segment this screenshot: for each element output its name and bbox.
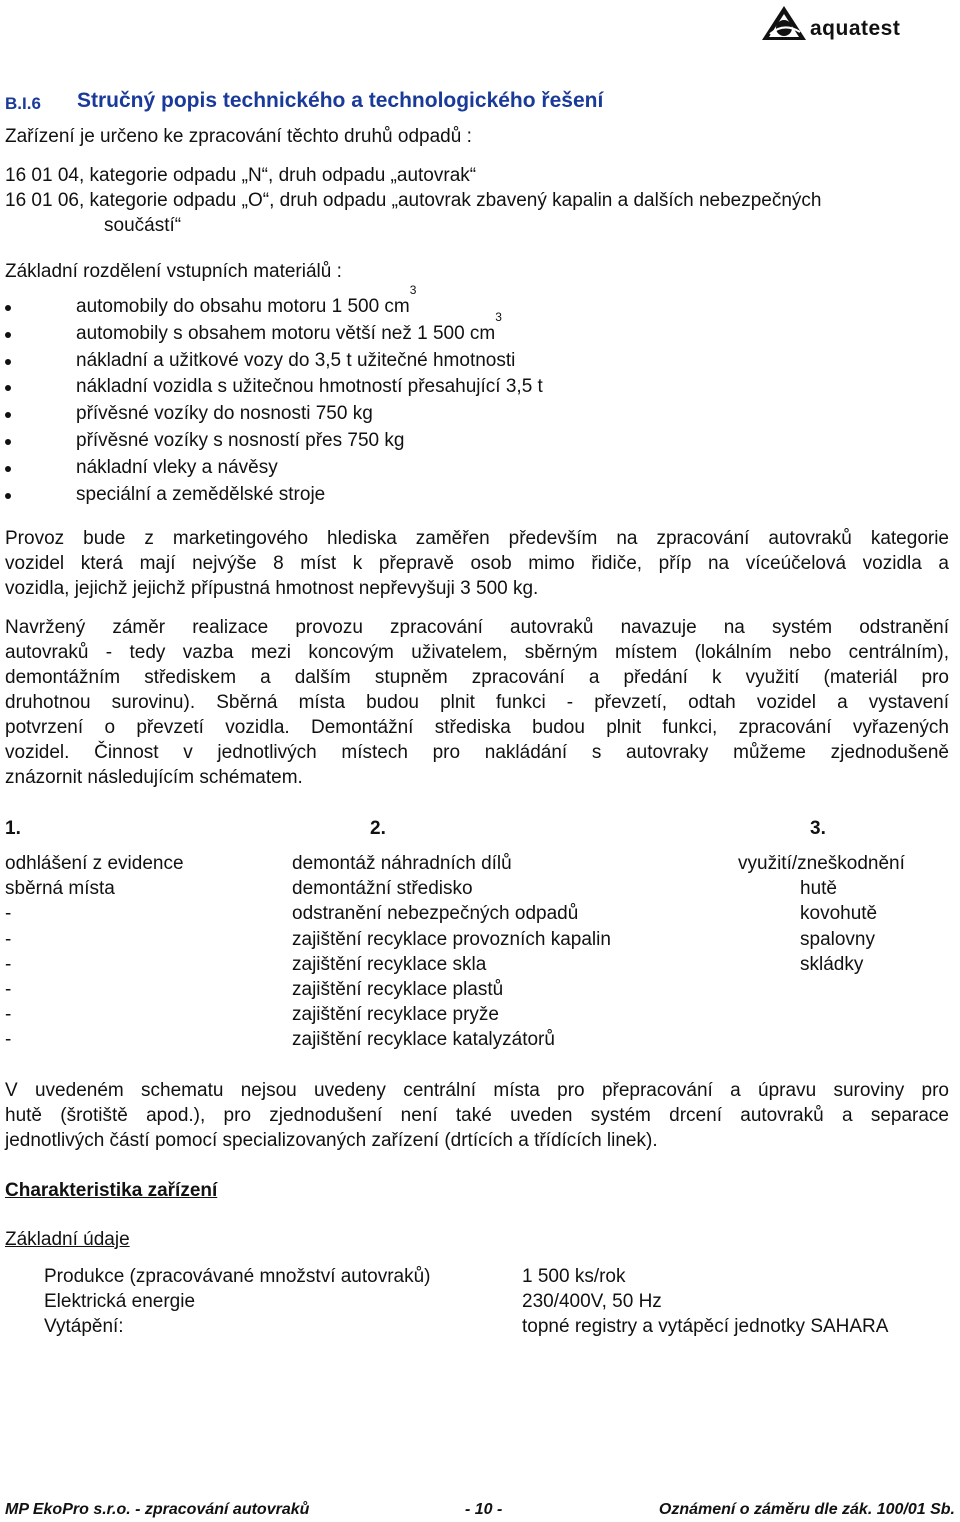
logo-text: aquatest <box>810 17 901 40</box>
list-item: odstranění nebezpečných odpadů <box>292 903 579 925</box>
waste-line-3: součástí“ <box>104 215 182 236</box>
section-code: B.I.6 <box>5 94 41 113</box>
basic-value-heating: topné registry a vytápěcí jednotky SAHARA <box>522 1316 889 1337</box>
basic-value-energy: 230/400V, 50 Hz <box>522 1291 662 1312</box>
list-item: přívěsné vozíky s nosností přes 750 kg <box>0 428 543 455</box>
waste-line-2: 16 01 06, kategorie odpadu „O“, druh odpadu „autovrak zbavený kapalin a dalších nebezpečných <box>5 190 822 211</box>
footer-company: MP EkoPro s.r.o. - zpracování autovraků <box>5 1501 310 1518</box>
list-item: - <box>5 953 12 975</box>
materials-list <box>0 283 543 508</box>
basic-label-production: Produkce (zpracovávané množství autovraků) <box>44 1266 431 1287</box>
list-item: sběrná místa <box>5 878 115 900</box>
list-item: zajištění recyklace provozních kapalin <box>292 928 611 950</box>
list-item: - <box>5 1004 12 1026</box>
bullet-icon <box>5 412 11 418</box>
bullet-icon <box>5 385 11 391</box>
list-item: kovohutě <box>800 903 878 925</box>
basic-value-production: 1 500 ks/rok <box>522 1266 626 1287</box>
list-item: zajištění recyklace skla <box>292 953 487 975</box>
bullet-icon <box>5 439 11 445</box>
schema-col1 <box>5 851 184 1053</box>
bullet-icon <box>5 359 11 365</box>
footer-page-number: - 10 - <box>465 1501 503 1518</box>
list-item: - <box>5 1029 12 1051</box>
list-item: demontáž náhradních dílů <box>292 853 512 874</box>
list-item: zajištění recyklace katalyzátorů <box>292 1029 555 1051</box>
schema-col3 <box>800 876 877 977</box>
list-item: nákladní a užitkové vozy do 3,5 t užitečné hmotnosti <box>0 348 543 375</box>
basic-data-heading: Základní údaje <box>5 1229 130 1250</box>
basic-label-heating: Vytápění: <box>44 1316 124 1337</box>
schema-col1-number: 1. <box>5 818 21 839</box>
paragraph-schema-note: V uvedeném schematu nejsou uvedeny centrální místa pro přepracování a úpravu suroviny pro hutě (šrotiště apod.), pro zjednodušení není také uveden systém drcení autovraků a separace jednotlivých částí pomocí specializovaných zařízení (drtících a třídících linek). <box>5 1080 949 1151</box>
list-item: přívěsné vozíky do nosnosti 750 kg <box>0 401 543 428</box>
bullet-icon <box>5 305 11 311</box>
bullet-icon <box>5 332 11 338</box>
bullet-icon <box>5 466 11 472</box>
list-item: - <box>5 928 12 950</box>
bullet-icon <box>5 493 11 499</box>
list-item: - <box>5 978 12 1000</box>
intro-text: Zařízení je určeno ke zpracování těchto druhů odpadů : <box>5 126 472 147</box>
basic-label-energy: Elektrická energie <box>44 1291 196 1312</box>
list-item: - <box>5 903 12 925</box>
waste-line-1: 16 01 04, kategorie odpadu „N“, druh odpadu „autovrak“ <box>5 165 477 186</box>
schema-col3-heading: využití/zneškodnění <box>738 853 905 874</box>
list-item: automobily s obsahem motoru větší než 1 500 $cm^3$ <box>0 321 543 348</box>
schema-col3-number: 3. <box>810 818 826 839</box>
materials-title: Základní rozdělení vstupních materiálů : <box>5 261 342 282</box>
list-item: odhlášení z evidence <box>5 853 184 874</box>
aquatest-logo <box>760 4 960 44</box>
schema-col2-number: 2. <box>370 818 386 839</box>
list-item: spalovny <box>800 928 875 950</box>
logo-mark-icon <box>760 4 808 44</box>
list-item: demontážní středisko <box>292 878 473 900</box>
list-item: zajištění recyklace plastů <box>292 978 504 1000</box>
footer-document: Oznámení o záměru dle zák. 100/01 Sb. <box>658 1501 955 1518</box>
section-title: Stručný popis technického a technologického řešení <box>77 89 604 112</box>
list-item: hutě <box>800 878 837 900</box>
schema-col2 <box>292 851 611 1053</box>
paragraph-operation: Provoz bude z marketingového hlediska zaměřen především na zpracování autovraků kategorie vozidel která mají nejvýše 8 míst k přepravě osob mimo řidiče, příp na víceúčelová vozidla a vozidla, jejichž jejichž přípustná hmotnost nepřevyšuji 3 500 kg. <box>5 528 949 599</box>
list-item: skládky <box>800 953 864 975</box>
characteristics-heading: Charakteristika zařízení <box>5 1180 218 1201</box>
list-item: nákladní vozidla s užitečnou hmotností přesahující 3,5 t <box>0 374 543 401</box>
list-item: speciální a zemědělské stroje <box>0 482 543 509</box>
list-item: zajištění recyklace pryže <box>292 1004 499 1026</box>
list-item: automobily do obsahu motoru 1 500 $cm^3$ <box>0 294 543 321</box>
list-item: nákladní vleky a návěsy <box>0 455 543 482</box>
paragraph-concept: Navržený záměr realizace provozu zpracování autovraků navazuje na systém odstranění autovraků - tedy vazba mezi koncovým uživatelem, sběrným místem (lokálním nebo centrálním), demontážním střediskem a dalším stupněm zpracování a předání k využití (materiál pro druhotnou surovinu). Sběrná místa budou plnit funkci - převzetí, odtah vozidel a vystavení potvrzení o převzetí vozidla. Demontážní střediska budou plnit funkci, zpracování vyřazených vozidel. Činnost v jednotlivých místech pro nakládání s autovraky můžeme zjednodušeně znázornit následujícím schématem. <box>5 617 949 788</box>
